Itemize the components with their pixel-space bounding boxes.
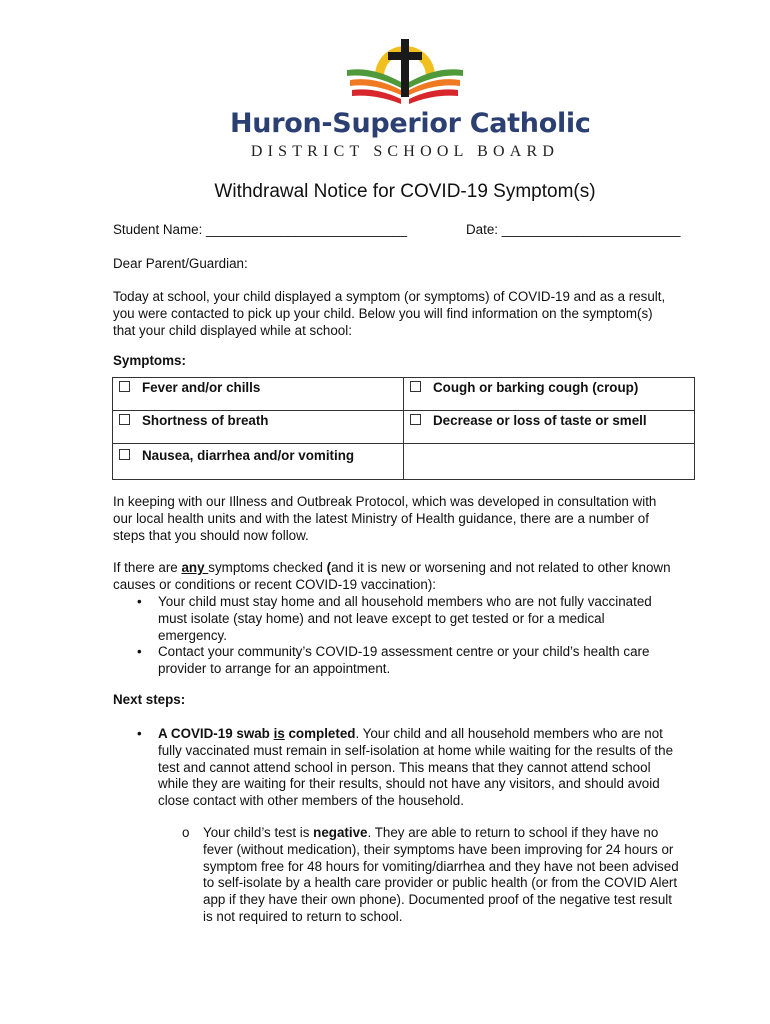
checkbox-icon[interactable]	[410, 414, 421, 425]
next-steps-heading: Next steps:	[113, 692, 186, 707]
symptoms-heading: Symptoms:	[113, 353, 186, 368]
symptom-cell[interactable]	[113, 444, 404, 480]
symptom-label: Shortness of breath	[142, 413, 269, 428]
bullet-line: close contact with other members of the household.	[158, 793, 464, 809]
protocol-line: our local health units and with the latest Ministry of Health guidance, there are a number of	[113, 510, 649, 526]
symptoms-instructions	[113, 560, 693, 594]
org-subtitle: DISTRICT SCHOOL BOARD	[250, 143, 560, 160]
sub-bullet-item	[158, 825, 703, 926]
bullet-line: fully vaccinated must remain in self-isolation at home while waiting for the results of the	[158, 742, 674, 758]
symptoms-table	[112, 377, 695, 480]
bullet-line: symptom free for 48 hours for vomiting/diarrhea and they have not been advised	[203, 858, 679, 874]
emphasis-any: any	[181, 560, 209, 575]
instruction-bullets	[113, 594, 693, 678]
next-steps-list	[113, 726, 693, 810]
checkbox-icon[interactable]	[119, 449, 130, 460]
protocol-paragraph	[113, 494, 693, 544]
symptom-cell[interactable]	[404, 411, 695, 444]
cross-book-emblem-icon	[342, 30, 468, 106]
checkbox-icon[interactable]	[119, 381, 130, 392]
bullet-line: emergency.	[158, 627, 227, 643]
emphasis-negative: negative	[313, 825, 368, 840]
bullet-icon: •	[137, 726, 142, 741]
intro-paragraph	[113, 289, 693, 339]
bullet-line: Your child must stay home and all household members who are not fully vaccinated	[158, 594, 652, 609]
empty-cell	[404, 444, 695, 480]
symptom-label: Decrease or loss of taste or smell	[433, 413, 647, 428]
circle-bullet-icon: o	[182, 825, 190, 840]
bullet-item	[113, 594, 693, 644]
text-run: A COVID-19 swab	[158, 726, 274, 741]
bullet-item	[113, 726, 693, 810]
school-board-logo	[230, 30, 591, 165]
bullet-item	[113, 644, 693, 678]
symptom-label: Fever and/or chills	[142, 380, 261, 395]
bullet-icon: •	[137, 594, 142, 609]
protocol-line: In keeping with our Illness and Outbreak Protocol, which was developed in consultation with	[113, 494, 657, 509]
symptom-label: Cough or barking cough (croup)	[433, 380, 639, 395]
bullet-line	[158, 726, 693, 743]
text-run: Your child’s test is	[203, 825, 314, 840]
bullet-line: provider to arrange for an appointment.	[158, 661, 391, 677]
text-run: symptoms checked	[208, 560, 327, 575]
text-run: . They are able to return to school if they have no	[367, 825, 659, 840]
bullet-line: fever (without medication), their symptoms have been improving for 24 hours or	[203, 841, 674, 857]
bullet-line: is not required to return to school.	[203, 908, 403, 924]
student-name-field[interactable]: Student Name: ___________________________	[113, 222, 408, 237]
sub-bullet-list	[158, 825, 703, 926]
bullet-line: Contact your community’s COVID-19 assessment centre or your child’s health care	[158, 644, 650, 660]
checkbox-icon[interactable]	[119, 414, 130, 425]
org-name: Huron-Superior Catholic	[230, 108, 591, 139]
bullet-line: must isolate (stay home) and not leave except to get tested or for a medical	[158, 610, 605, 626]
text-run: If there are	[113, 560, 182, 575]
bullet-line	[203, 825, 703, 842]
bullet-line: test and cannot attend school in person. This means that they cannot attend school	[158, 759, 651, 775]
text-run: completed	[284, 726, 356, 741]
emphasis-is: is	[273, 726, 285, 741]
symptom-cell[interactable]	[404, 378, 695, 411]
intro-line: Today at school, your child displayed a symptom (or symptoms) of COVID-19 and as a result,	[113, 289, 666, 304]
intro-line: that your child displayed while at school:	[113, 322, 352, 338]
bullet-line: app if they have their own phone). Documented proof of the negative test result	[203, 892, 672, 908]
instruction-line: causes or conditions or recent COVID-19 vaccination):	[113, 576, 437, 592]
salutation: Dear Parent/Guardian:	[113, 256, 248, 271]
text-run: (	[326, 560, 332, 575]
protocol-line: steps that you should now follow.	[113, 527, 309, 543]
text-run: . Your child and all household members who are not	[355, 726, 663, 741]
document-title: Withdrawal Notice for COVID-19 Symptom(s)	[214, 181, 596, 202]
date-field[interactable]: Date: ________________________	[466, 222, 681, 237]
symptom-cell[interactable]	[113, 378, 404, 411]
bullet-line: while they are waiting for their results, should not have any visitors, and should avoid	[158, 776, 660, 792]
checkbox-icon[interactable]	[410, 381, 421, 392]
text-run: and it is new or worsening and not related to other known	[331, 560, 671, 575]
bullet-line: to self-isolate by a health care provider or public health (or from the COVID Alert	[203, 875, 678, 891]
symptom-label: Nausea, diarrhea and/or vomiting	[142, 448, 355, 463]
bullet-icon: •	[137, 644, 142, 660]
symptom-cell[interactable]	[113, 411, 404, 444]
instruction-line	[113, 560, 693, 577]
intro-line: you were contacted to pick up your child. Below you will find information on the symptom(s)	[113, 305, 653, 321]
